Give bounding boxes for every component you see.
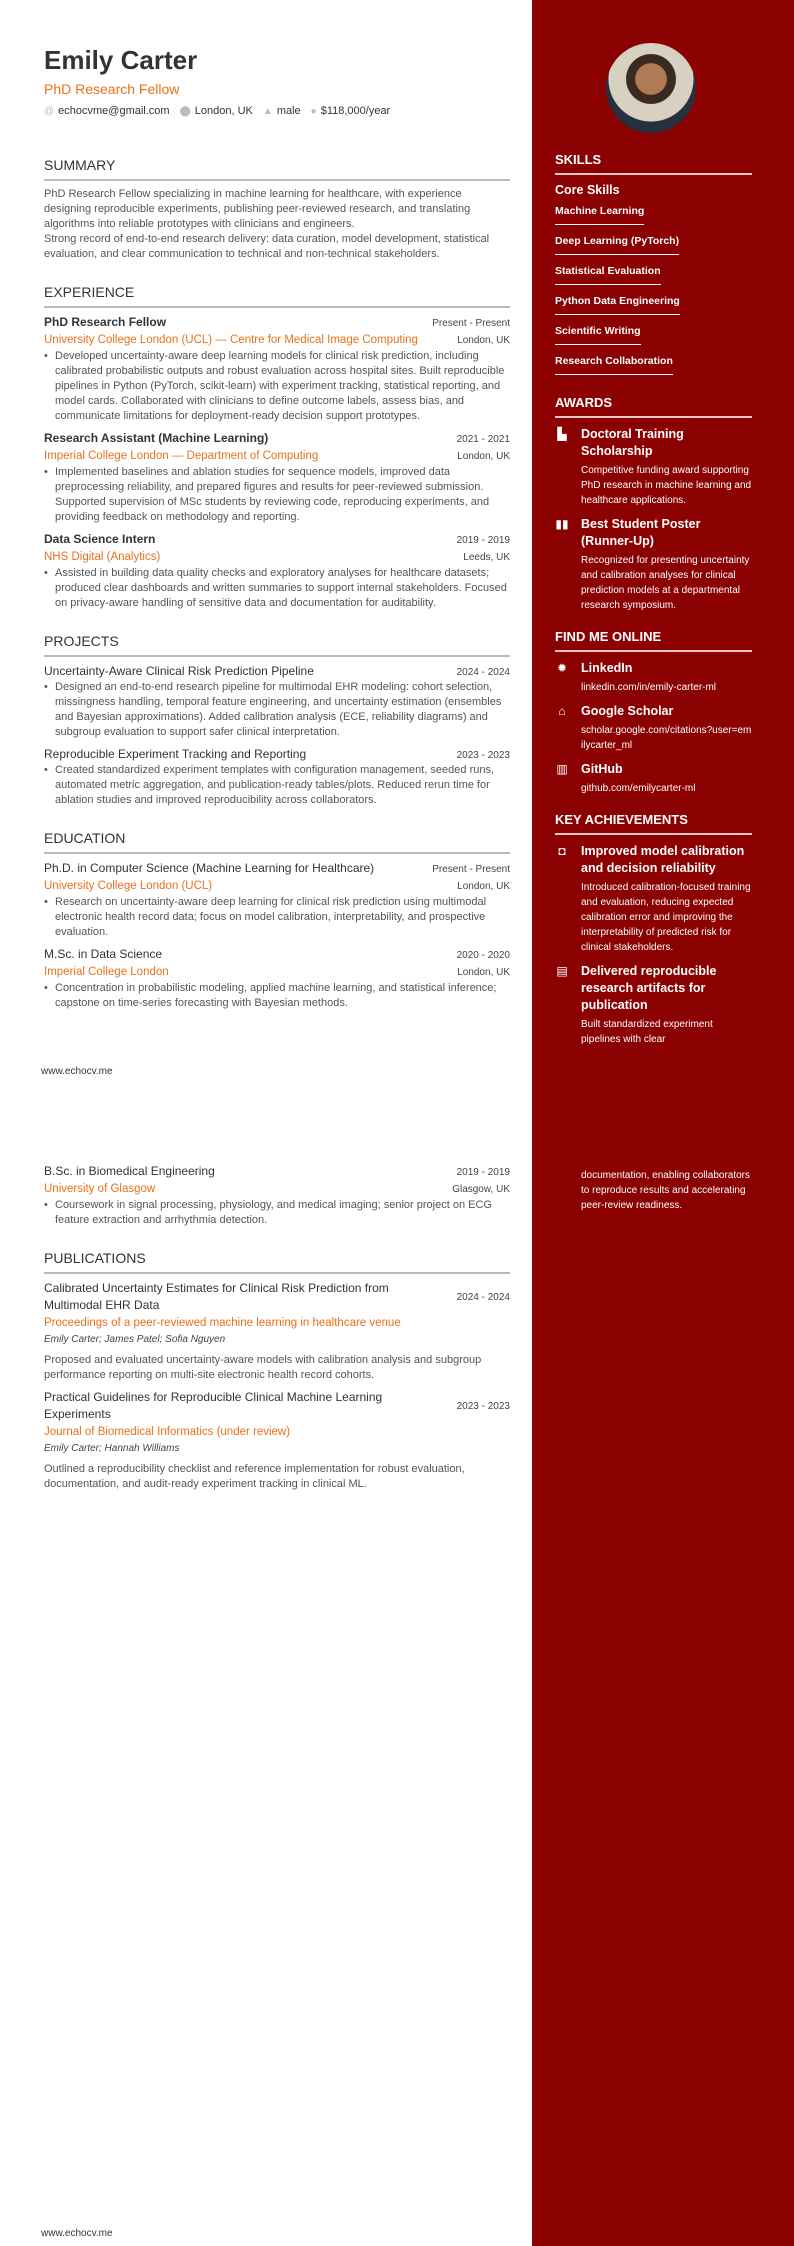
job-title: Data Science Intern — [44, 532, 156, 546]
job-title: PhD Research Fellow — [44, 315, 167, 329]
skill-item: Deep Learning (PyTorch) — [555, 233, 679, 255]
book-icon: ▮▮ — [555, 517, 569, 531]
job-title: Research Assistant (Machine Learning) — [44, 431, 269, 445]
project-item — [44, 746, 510, 808]
project-item — [44, 663, 510, 740]
experience-item — [44, 314, 510, 424]
skill-item: Research Collaboration — [555, 353, 673, 375]
award-title: Best Student Poster (Runner-Up) — [581, 517, 701, 548]
degree-title: Ph.D. in Computer Science (Machine Learning for Healthcare) — [44, 861, 375, 875]
publication-venue: Proceedings of a peer-reviewed machine learning in healthcare venue — [44, 1317, 401, 1329]
money-icon: ● — [310, 106, 317, 117]
award-title: Doctoral Training Scholarship — [581, 427, 684, 458]
award-desc: Competitive funding award supporting PhD research in machine learning and healthcare applications. — [581, 465, 752, 506]
publication-title: Practical Guidelines for Reproducible Clinical Machine Learning Experiments — [44, 1390, 383, 1421]
job-org: NHS Digital (Analytics) — [44, 551, 161, 563]
publication-title: Calibrated Uncertainty Estimates for Clinical Risk Prediction from Multimodal EHR Data — [44, 1281, 389, 1312]
achievement-item — [555, 843, 752, 955]
school-location: London, UK — [457, 967, 510, 978]
location-text: London, UK — [194, 105, 253, 117]
job-dates: 2019 - 2019 — [456, 535, 510, 546]
job-bullet: • Assisted in building data quality checks and exploratory analyses for healthcare datasets; produced clear dashboards and written summaries to support internal stakeholders. Focused on privacy-aware handling of sensitive data and documentation for auditability. — [44, 566, 510, 611]
job-location: London, UK — [457, 335, 510, 346]
education-item — [44, 1163, 510, 1228]
education-item — [44, 946, 510, 1011]
candidate-name: Emily Carter — [44, 45, 198, 75]
skill-item: Python Data Engineering — [555, 293, 680, 315]
publication-item — [44, 1280, 510, 1383]
contact-email[interactable] — [44, 105, 170, 117]
gender-text: male — [276, 105, 301, 117]
location-pin-icon: ⬤ — [179, 106, 191, 117]
online-item[interactable] — [555, 703, 752, 753]
candidate-title: PhD Research Fellow — [44, 81, 180, 97]
publications-heading: PUBLICATIONS — [44, 1250, 510, 1274]
job-org: Imperial College London — Department of Computing — [44, 450, 319, 462]
online-url[interactable]: linkedin.com/in/emily-carter-ml — [581, 682, 717, 693]
email-text: echocvme@gmail.com — [58, 105, 170, 117]
footer-site[interactable]: www.echocv.me — [41, 2228, 113, 2239]
job-location: London, UK — [457, 451, 510, 462]
skill-item: Machine Learning — [555, 203, 644, 225]
degree-bullet: • Research on uncertainty-aware deep learning for clinical risk prediction using multimodal electronic health record data; focus on model calibration, interpretability, and prospective evaluation. — [44, 895, 510, 940]
contact-location — [180, 105, 253, 117]
degree-title: B.Sc. in Biomedical Engineering — [44, 1164, 215, 1178]
project-dates: 2024 - 2024 — [456, 667, 510, 678]
salary-text: $118,000/year — [320, 105, 391, 117]
online-title: GitHub — [581, 762, 623, 776]
degree-dates: 2020 - 2020 — [456, 950, 510, 961]
publication-venue: Journal of Biomedical Informatics (under review) — [44, 1426, 291, 1438]
experience-item — [44, 430, 510, 525]
achievement-title: Delivered reproducible research artifacts for publication — [581, 964, 717, 1012]
skill-item: Scientific Writing — [555, 323, 641, 345]
online-item[interactable] — [555, 761, 752, 796]
award-item — [555, 426, 752, 508]
online-url[interactable]: github.com/emilycarter-ml — [581, 783, 696, 794]
contact-salary — [311, 105, 391, 117]
degree-dates: Present - Present — [432, 864, 510, 875]
awards-heading: AWARDS — [555, 395, 752, 418]
projects-heading: PROJECTS — [44, 633, 510, 657]
project-bullet: • Designed an end-to-end research pipeline for multimodal EHR modeling: cohort selection, missingness handling, temporal feature engineering, and uncertainty estimation (ensembles and Bayesian approximations). Added calibration analysis (ECE, reliability diagrams) and subgroup evaluation to support safer clinical interpretation. — [44, 680, 510, 740]
degree-title: M.Sc. in Data Science — [44, 947, 163, 961]
person-icon: ▲ — [262, 106, 273, 117]
job-bullet: • Developed uncertainty-aware deep learning models for clinical risk prediction, including calibrated probabilistic outputs and robust evaluation across hospital sites. Built reproducible pipelines in Python (PyTorch, scikit-learn) with experiment tracking, statistical reporting, and model cards. Collaborated with clinicians to define outcome labels, assess bias, and communicate limitations for deployment-ready decision support prototypes. — [44, 349, 510, 424]
skill-item: Statistical Evaluation — [555, 263, 661, 285]
footer-site[interactable]: www.echocv.me — [41, 1066, 113, 1077]
header — [44, 45, 510, 1011]
online-heading: FIND ME ONLINE — [555, 629, 752, 652]
publication-dates: 2023 - 2023 — [456, 1400, 510, 1412]
achievement-desc: Built standardized experiment pipelines with clear — [581, 1019, 713, 1045]
publication-authors: Emily Carter; Hannah Williams — [44, 1443, 180, 1454]
project-bullet: • Created standardized experiment templates with configuration management, seeded runs, automated metric aggregation, and publication-ready tables/plots. Reduced rerun time for ablation studies and improved reproducibility across collaborators. — [44, 763, 510, 808]
chat-icon: ◘ — [558, 844, 566, 858]
school-location: London, UK — [457, 881, 510, 892]
institution-icon: ⌂ — [558, 704, 566, 718]
project-title: Reproducible Experiment Tracking and Reporting — [44, 747, 307, 761]
contact-gender — [263, 105, 301, 117]
sidebar-continued — [555, 1165, 752, 1213]
contact-row — [44, 105, 510, 117]
skills-heading: SKILLS — [555, 152, 752, 175]
publication-item — [44, 1389, 510, 1492]
education-heading: EDUCATION — [44, 830, 510, 854]
award-item — [555, 516, 752, 613]
summary-heading: SUMMARY — [44, 157, 510, 181]
resume-page-2 — [0, 1123, 794, 2246]
building-icon: ▥ — [556, 762, 568, 776]
school-location: Glasgow, UK — [452, 1184, 510, 1195]
documents-icon: ▤ — [556, 964, 568, 978]
school-name: Imperial College London — [44, 966, 169, 978]
job-dates: 2021 - 2021 — [456, 434, 510, 445]
gear-icon: ✹ — [556, 661, 568, 675]
degree-bullet: • Concentration in probabilistic modeling, applied machine learning, and statistical inference; capstone on time-series forecasting with Bayesian methods. — [44, 981, 510, 1011]
job-location: Leeds, UK — [463, 552, 510, 563]
summary-paragraph: PhD Research Fellow specializing in machine learning for healthcare, with experience designing reproducible experiments, publishing peer-reviewed research, and translating algorithms into reliable prototypes with clinicians and engineers. — [44, 188, 471, 230]
page-2-content — [44, 1163, 510, 1492]
school-name: University of Glasgow — [44, 1183, 156, 1195]
achievements-heading: KEY ACHIEVEMENTS — [555, 812, 752, 835]
online-title: Google Scholar — [581, 704, 674, 718]
education-item — [44, 860, 510, 940]
online-url[interactable]: scholar.google.com/citations?user=emilycarter_ml — [581, 725, 752, 751]
job-org: University College London (UCL) — Centre for Medical Image Computing — [44, 334, 418, 346]
achievement-item — [555, 963, 752, 1047]
school-name: University College London (UCL) — [44, 880, 213, 892]
degree-dates: 2019 - 2019 — [456, 1167, 510, 1178]
award-desc: Recognized for presenting uncertainty and calibration analyses for clinical prediction models at a departmental research symposium. — [581, 555, 750, 611]
at-icon: @ — [44, 106, 55, 117]
degree-bullet: • Coursework in signal processing, physiology, and medical imaging; senior project on ECG feature extraction and arrhythmia detection. — [44, 1198, 510, 1228]
experience-item — [44, 531, 510, 611]
achievement-desc-continued: documentation, enabling collaborators to reproduce results and accelerating peer-review readiness. — [581, 1170, 750, 1211]
publication-authors: Emily Carter; James Patel; Sofia Nguyen — [44, 1334, 226, 1345]
publication-dates: 2024 - 2024 — [456, 1291, 510, 1303]
sidebar — [532, 1123, 794, 2246]
skills-list — [555, 201, 752, 381]
online-item[interactable] — [555, 660, 752, 695]
sidebar-content — [555, 152, 752, 1055]
project-dates: 2023 - 2023 — [456, 750, 510, 761]
online-title: LinkedIn — [581, 661, 633, 675]
skills-group: Core Skills — [555, 183, 620, 197]
experience-heading: EXPERIENCE — [44, 284, 510, 308]
job-dates: Present - Present — [432, 318, 510, 329]
certificate-icon: ▙ — [557, 427, 567, 441]
publication-desc: Proposed and evaluated uncertainty-aware models with calibration analysis and subgroup performance reporting on multi-site electronic health record cohorts. — [44, 1354, 482, 1381]
achievement-title: Improved model calibration and decision reliability — [581, 844, 745, 875]
summary-paragraph: Strong record of end-to-end research delivery: data curation, model development, statistical evaluation, and clear communication to technical and non-technical stakeholders. — [44, 233, 490, 260]
profile-photo — [606, 43, 696, 133]
publication-desc: Outlined a reproducibility checklist and reference implementation for robust evaluation, documentation, and audit-ready experiment tracking in clinical ML. — [44, 1463, 465, 1490]
job-bullet: • Implemented baselines and ablation studies for sequence models, improved data preprocessing reliability, and prepared figures and results for peer-reviewed submission. Supported supervision of MSc students by reviewing code, reproducing experiments, and providing feedback on methodology and reporting. — [44, 465, 510, 525]
project-title: Uncertainty-Aware Clinical Risk Prediction Pipeline — [44, 664, 314, 678]
achievement-desc: Introduced calibration-focused training and evaluation, reducing expected calibration error and improving the interpretability of predicted risk for clinical stakeholders. — [581, 882, 751, 953]
